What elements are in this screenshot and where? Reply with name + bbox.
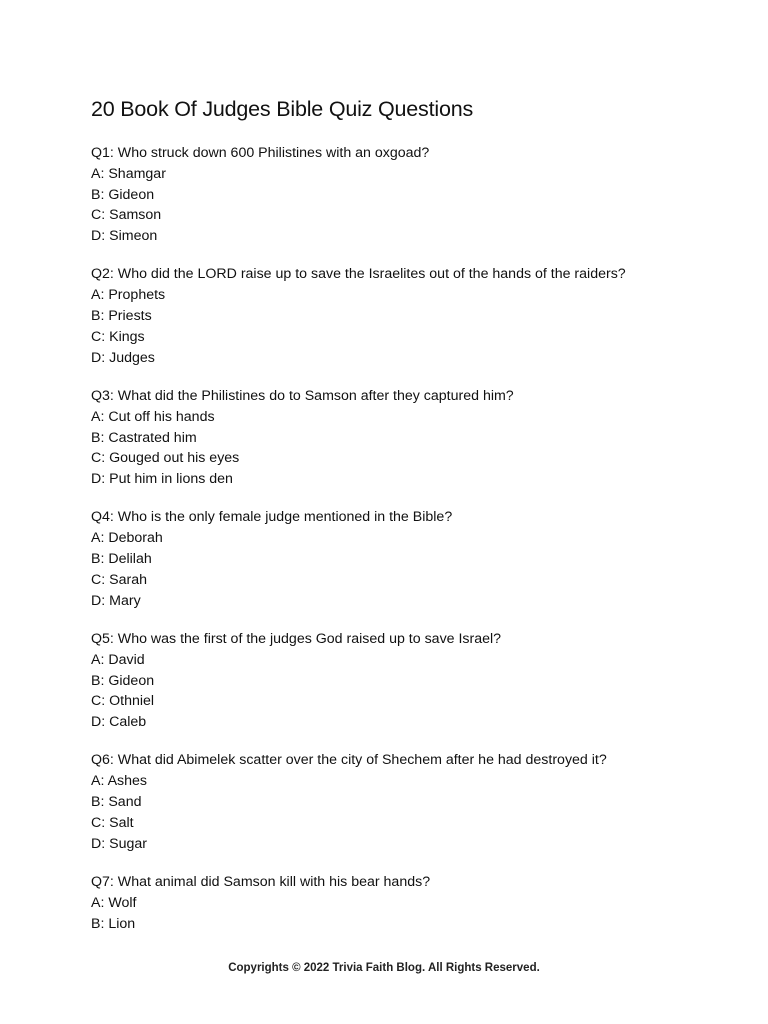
answer-option: D: Mary: [91, 592, 141, 609]
answer-option: B: Gideon: [91, 672, 155, 689]
answer-option: A: Prophets: [91, 287, 166, 304]
answer-option: B: Delilah: [91, 551, 152, 568]
answer-option: B: Lion: [91, 915, 136, 932]
answer-option: C: Sarah: [91, 571, 147, 588]
answer-option: A: Wolf: [91, 894, 137, 911]
question-block-q3: [91, 386, 731, 490]
question-block-q6: [91, 750, 731, 854]
answer-option: B: Sand: [91, 794, 142, 811]
answer-option: B: Priests: [91, 308, 152, 325]
answer-option: C: Othniel: [91, 693, 155, 710]
question-block-q1: [91, 143, 731, 247]
question-text: Q5: Who was the first of the judges God raised up to save Israel?: [91, 630, 502, 647]
copyright-footer: Copyrights © 2022 Trivia Faith Blog. All Rights Reserved.: [228, 962, 540, 974]
question-text: Q7: What animal did Samson kill with his bear hands?: [91, 873, 431, 890]
answer-option: C: Gouged out his eyes: [91, 450, 240, 467]
answer-option: C: Samson: [91, 207, 162, 224]
question-block-q7: [91, 872, 731, 934]
answer-option: B: Gideon: [91, 186, 155, 203]
question-block-q2: [91, 264, 731, 368]
question-text: Q6: What did Abimelek scatter over the city of Shechem after he had destroyed it?: [91, 752, 607, 769]
answer-option: C: Kings: [91, 328, 145, 345]
answer-option: D: Simeon: [91, 228, 158, 245]
answer-option: A: Cut off his hands: [91, 408, 215, 425]
answer-option: D: Sugar: [91, 835, 147, 852]
question-text: Q4: Who is the only female judge mentioned in the Bible?: [91, 509, 453, 526]
answer-option: B: Castrated him: [91, 429, 197, 446]
answer-option: A: Shamgar: [91, 165, 166, 182]
answer-option: C: Salt: [91, 814, 134, 831]
question-block-q4: [91, 507, 731, 611]
question-text: Q2: Who did the LORD raise up to save the Israelites out of the hands of the raiders?: [91, 266, 626, 283]
question-text: Q3: What did the Philistines do to Samson after they captured him?: [91, 387, 514, 404]
question-list: [91, 143, 731, 952]
question-block-q5: [91, 629, 731, 733]
question-text: Q1: Who struck down 600 Philistines with an oxgoad?: [91, 145, 430, 161]
answer-option: A: David: [91, 651, 145, 668]
answer-option: D: Judges: [91, 349, 155, 366]
answer-option: A: Ashes: [91, 773, 147, 790]
answer-option: A: Deborah: [91, 530, 163, 547]
answer-option: D: Put him in lions den: [91, 471, 233, 488]
page-title: 20 Book Of Judges Bible Quiz Questions: [91, 97, 474, 121]
answer-option: D: Caleb: [91, 714, 147, 731]
